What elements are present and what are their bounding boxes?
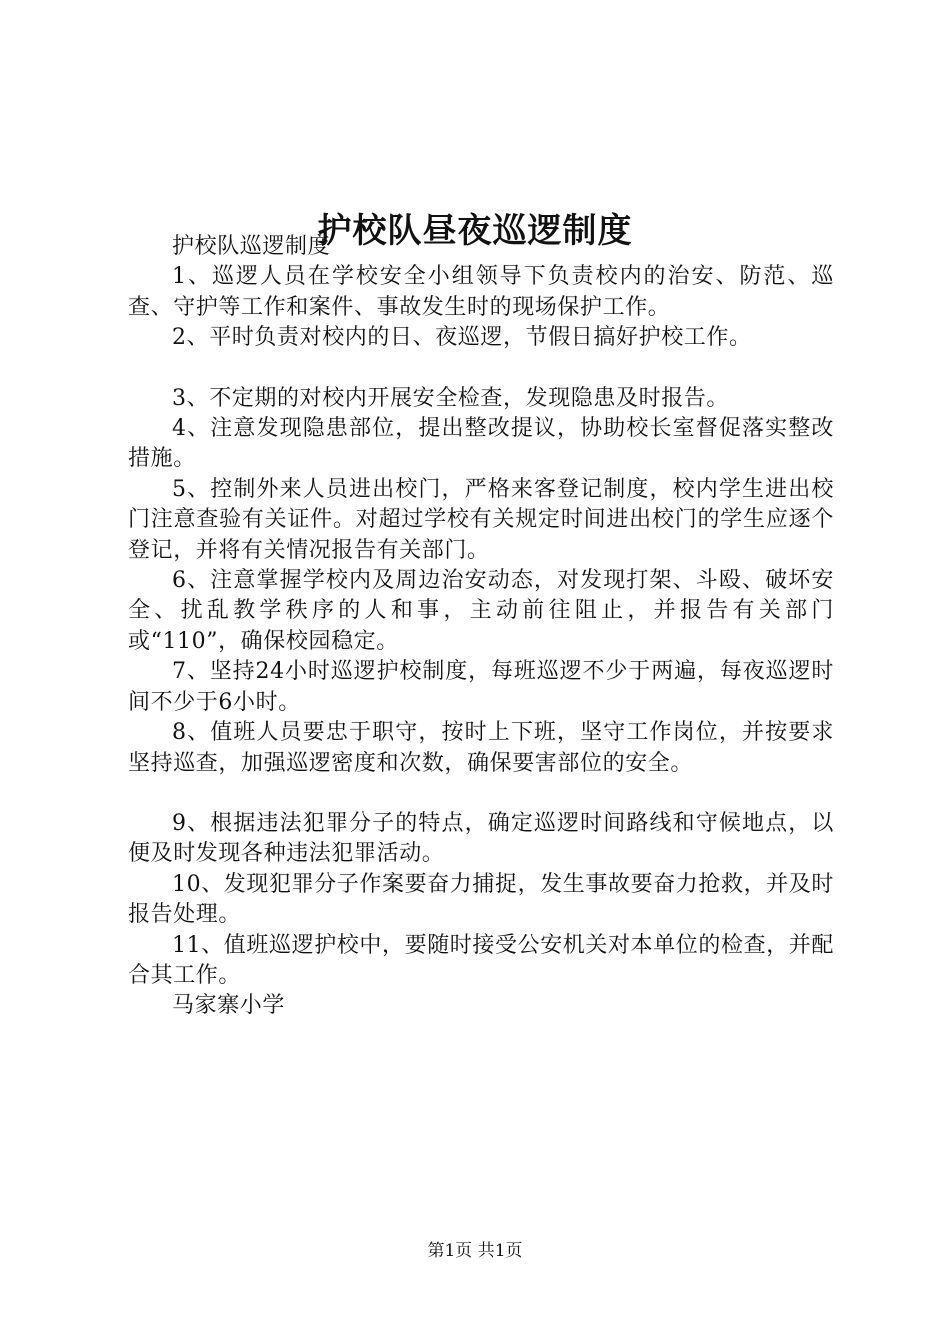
paragraph-item-6: 6、注意掌握学校内及周边治安动态，对发现打架、斗殴、破坏安全、扰乱教学秩序的人和事，主动前往阻止，并报告有关部门或“110”，确保校园稳定。 [128, 568, 834, 654]
paragraph-item-10: 10、发现犯罪分子作案要奋力捕捉，发生事故要奋力抢救，并及时报告处理。 [128, 871, 834, 928]
signature-school-name: 马家寨小学 [172, 993, 286, 1019]
document-body [128, 232, 834, 1022]
paragraph-item-9: 9、根据违法犯罪分子的特点，确定巡逻时间路线和守候地点，以便及时发现各种违法犯罪活动。 [128, 810, 834, 867]
paragraph-item-7: 7、坚持24小时巡逻护校制度，每班巡逻不少于两遍，每夜巡逻时间不少于6小时。 [128, 659, 834, 715]
paragraph-item-1: 1、巡逻人员在学校安全小组领导下负责校内的治安、防范、巡查、守护等工作和案件、事故发生时的现场保护工作。 [128, 264, 834, 320]
paragraph-subtitle: 护校队巡逻制度 [172, 234, 331, 259]
paragraph-item-3: 3、不定期的对校内开展安全检查，发现隐患及时报告。 [172, 385, 729, 411]
paragraph-item-4: 4、注意发现隐患部位，提出整改提议，协助校长室督促落实整改措施。 [128, 416, 834, 472]
page-footer: 第1页 共1页 [427, 1241, 523, 1261]
page-title: 护校队昼夜巡逻制度 [317, 210, 633, 251]
paragraph-item-5: 5、控制外来人员进出校门，严格来客登记制度，校内学生进出校门注意查验有关证件。对超过学校有关规定时间进出校门的学生应逐个登记，并将有关情况报告有关部门。 [128, 476, 834, 563]
paragraph-item-11: 11、值班巡逻护校中，要随时接受公安机关对本单位的检查，并配合其工作。 [128, 932, 834, 988]
paragraph-item-2: 2、平时负责对校内的日、夜巡逻，节假日搞好护校工作。 [172, 325, 752, 351]
paragraph-item-8: 8、值班人员要忠于职守，按时上下班，坚守工作岗位，并按要求坚持巡查，加强巡逻密度和次数，确保要害部位的安全。 [128, 720, 834, 776]
